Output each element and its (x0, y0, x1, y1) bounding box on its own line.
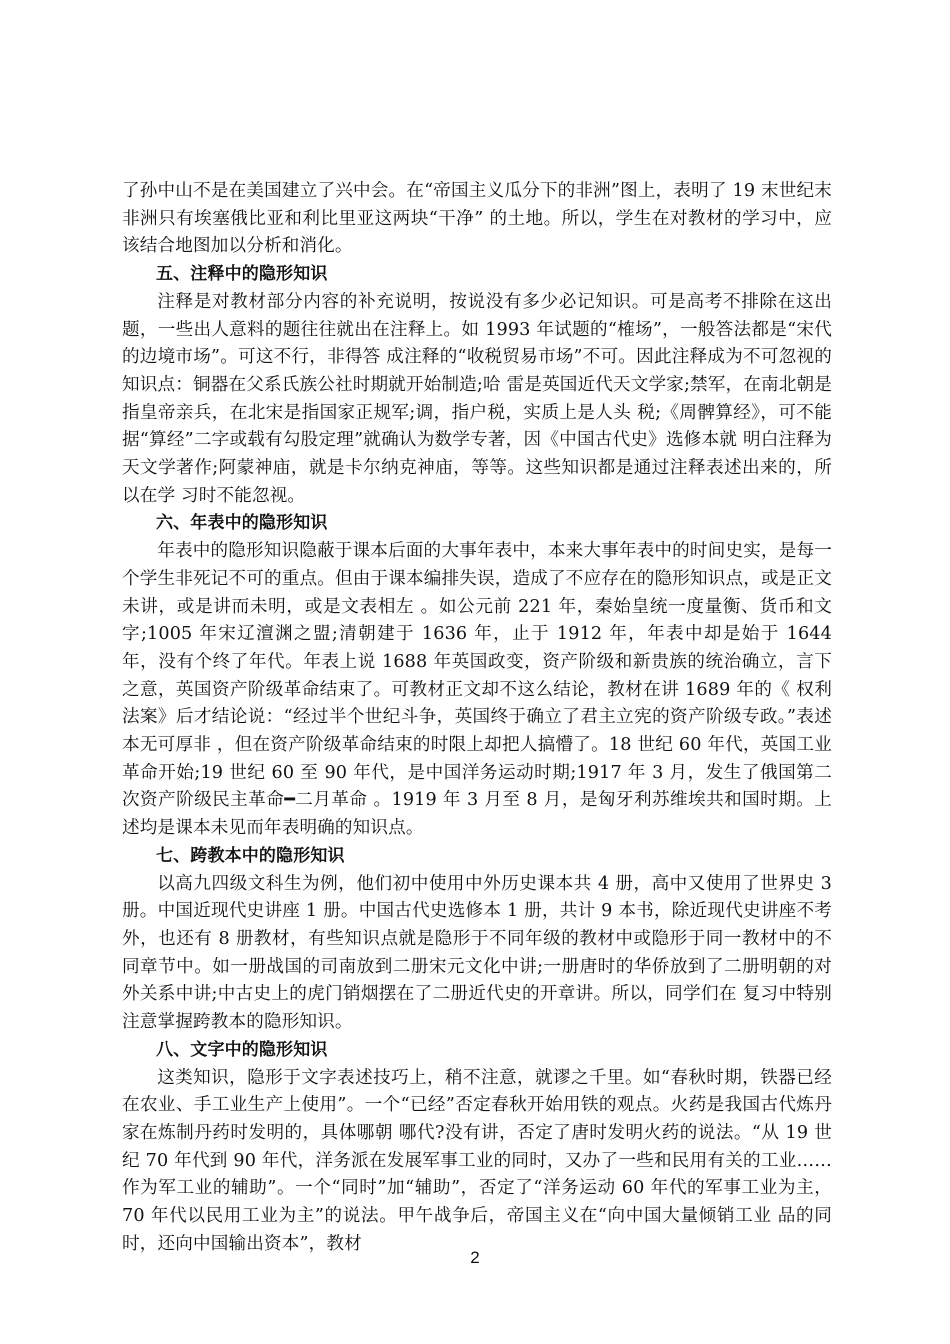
section-heading-6: 六、年表中的隐形知识 (156, 513, 328, 534)
section-paragraph-7: 以高九四级文科生为例，他们初中使用中外历史课本共 4 册，高中又使用了世界史 3 册。中国近现代史讲座 1 册。中国古代史选修本 1 册，共计 9 本书，除近现代史讲座不考外，也还有 8 册教材，有些知识点就是隐形于不同年级的教材中或隐形于同一教材中的不同章节中。如一册战国的司南放到二册宋元文化中讲;一册唐时的华侨放到了二册明朝的对外关系中讲;中古史上的虎门销烟摆在了二册近代史的开章讲。所以，同学们在 复习中特别注意掌握跨教本的隐形知识。 (122, 873, 832, 1033)
section-heading-7: 七、跨教本中的隐形知识 (156, 845, 345, 866)
intro-paragraph: 了孙中山不是在美国建立了兴中会。在“帝国主义瓜分下的非洲”图上，表明了 19 末世纪末非洲只有埃塞俄比亚和利比里亚这两块“干净” 的土地。所以，学生在对教材的学习中，应该结合地图加以分析和消化。 (122, 181, 832, 257)
page-number: 2 (470, 1248, 480, 1267)
section-heading-8: 八、文字中的隐形知识 (156, 1039, 328, 1060)
section-paragraph-5: 注释是对教材部分内容的补充说明，按说没有多少必记知识。可是高考不排除在这出题，一些出人意料的题往往就出在注释上。如 1993 年试题的“榷场”，一般答法都是“宋代的边境市场”。可这不行，非得答 成注释的“收税贸易市场”不可。因此注释成为不可忽视的知识点：铜器在父系氏族公社时期就开始制造;哈 雷是英国近代天文学家;禁军，在南北朝是指皇帝亲兵，在北宋是指国家正规军;调，指户税，实质上是人头 税;《周髀算经》，可不能据“算经”二字或载有勾股定理”就确认为数学专著，因《中国古代史》选修本就 明白注释为天文学著作;阿蒙神庙，就是卡尔纳克神庙，等等。这些知识都是通过注释表述出来的，所以在学 习时不能忽视。 (122, 291, 832, 506)
section-paragraph-8: 这类知识，隐形于文字表述技巧上，稍不注意，就谬之千里。如“春秋时期，铁器已经在农业、手工业生产上使用”。一个“已经”否定春秋开始用铁的观点。火药是我国古代炼丹家在炼制丹药时发明的，具体哪朝 哪代?没有讲，否定了唐时发明火药的说法。“从 19 世纪 70 年代到 90 年代，洋务派在发展军事工业的同时，又办了一些和民用有关的工业……作为军工业的辅助”。一个“同时”加“辅助”，否定了“洋务运动 60 年代的军事工业为主，70 年代以民用工业为主”的说法。甲午战争后，帝国主义在“向中国大量倾销工业 品的同时，还向中国输出资本”，教材 (122, 1067, 832, 1254)
section-heading-5: 五、注释中的隐形知识 (156, 264, 328, 285)
section-paragraph-6: 年表中的隐形知识隐蔽于课本后面的大事年表中，本来大事年表中的时间史实，是每一个学生非死记不可的重点。但由于课本编排失误，造成了不应存在的隐形知识点，或是正文未讲，或是讲而未明，或是文表相左 。如公元前 221 年，秦始皇统一度量衡、货币和文字;1005 年宋辽澶渊之盟;清朝建于 1636 年，止于 1912 年，年表中却是始于 1644 年，没有个终了年代。年表上说 1688 年英国政变，资产阶级和新贵族的统治确立，言下之意，英国资产阶级革命结束了。可教材正文却不这么结论，教材在讲 1689 年的《 权利法案》后才结论说：“经过半个世纪斗争，英国终于确立了君主立宪的资产阶级专政。”表述本无可厚非 ，但在资产阶级革命结束的时限上却把人搞懵了。18 世纪 60 年代，英国工业革命开始;19 世纪 60 至 90 年代，是中国洋务运动时期;1917 年 3 月，发生了俄国第二次资产阶级民主革命━二月革命 。1919 年 3 月至 8 月，是匈牙利苏维埃共和国时期。上述均是课本未见而年表明确的知识点。 (122, 541, 832, 839)
page-body (122, 178, 832, 1258)
